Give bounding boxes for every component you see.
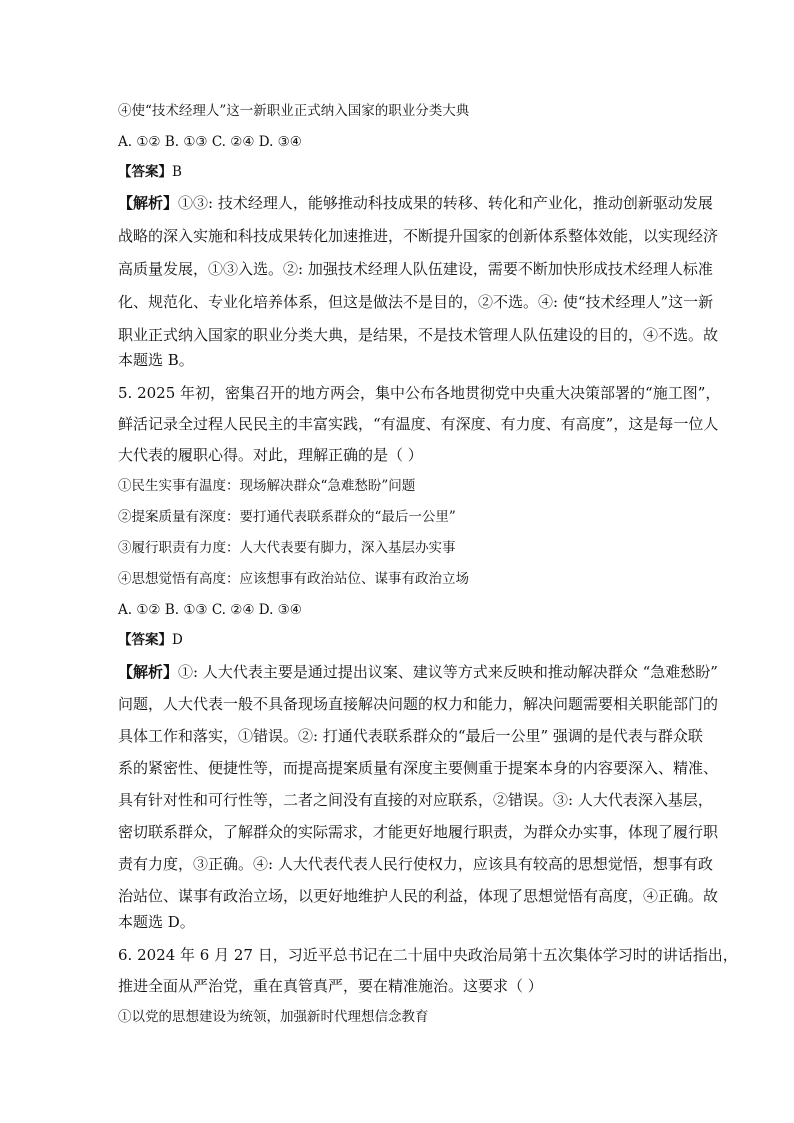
q5-choices: A. ①② B. ①③ C. ②④ D. ③④ (118, 602, 302, 618)
answer-mark: 【答案】 (118, 632, 172, 648)
prev-choices: A. ①② B. ①③ C. ②④ D. ③④ (118, 134, 302, 150)
prev-analysis-line: 本题选 B。 (118, 351, 194, 369)
q6-option: ①以党的思想建设为统领，加强新时代理想信念教育 (118, 1009, 429, 1025)
q5-analysis-line: 具有针对性和可行性等，二者之间没有直接的对应联系，②错误。③: 人大代表深入基层， (118, 791, 713, 809)
prev-analysis-line: 职业正式纳入国家的职业分类大典，是结果，不是技术管理人队伍建设的目的，④不选。故 (118, 326, 719, 344)
answer-value: D (172, 632, 183, 648)
prev-analysis-line: 战略的深入实施和科技成果转化加速推进，不断提升国家的创新体系整体效能，以实现经济 (118, 227, 719, 245)
q5-analysis-line: 密切联系群众，了解群众的实际需求，才能更好地履行职责，为群众办实事，体现了履行职 (118, 823, 719, 841)
q5-stem-line: 鲜活记录全过程人民民主的丰富实践，“有温度、有深度、有力度、有高度”，这是每一位人 (118, 415, 719, 433)
answer-value: B (172, 164, 182, 180)
q5-option: ①民生实事有温度：现场解决群众“急难愁盼”问题 (118, 478, 416, 494)
q5-stem-line: 大代表的履职心得。对此，理解正确的是（ ） (118, 446, 423, 464)
answer-mark: 【答案】 (118, 164, 172, 180)
q5-stem-line: 5. 2025 年初，密集召开的地方两会，集中公布各地贯彻党中央重大决策部署的“施工图”， (118, 384, 721, 402)
prev-option-4: ④使“技术经理人”这一新职业正式纳入国家的职业分类大典 (118, 103, 470, 119)
q5-analysis-line: 责有力度，③正确。④: 人大代表代表人民行使权力，应该具有较高的思想觉悟，想事有政 (118, 855, 713, 873)
prev-answer (118, 166, 182, 180)
q5-analysis-line: 具体工作和落实，①错误。②: 打通代表联系群众的“最后一公里” 强调的是代表与群众联 (118, 727, 703, 745)
q5-analysis-line: 问题，人大代表一般不具备现场直接解决问题的权力和能力，解决问题需要相关职能部门的 (118, 695, 719, 713)
q6-stem-line: 推进全面从严治党，重在真管真严，要在精准施治。这要求（ ） (118, 977, 543, 995)
q5-analysis-line: 治站位、谋事有政治立场，以更好地维护人民的利益，体现了思想觉悟有高度，④正确。故 (118, 887, 719, 905)
q5-answer (118, 634, 183, 648)
q5-analysis-line: 【解析】①: 人大代表主要是通过提出议案、建议等方式来反映和推动解决群众 “急难愁盼” (118, 663, 718, 681)
prev-analysis-line: 化、规范化、专业化培养体系，但这是做法不是目的，②不选。④: 使“技术经理人”这一新 (118, 293, 714, 311)
q6-stem-line: 6. 2024 年 6 月 27 日，习近平总书记在二十届中央政治局第十五次集体学习时的讲话指出， (118, 946, 738, 964)
q5-option: ④思想觉悟有高度：应该想事有政治站位、谋事有政治立场 (118, 571, 469, 587)
prev-analysis-line: 【解析】①③: 技术经理人，能够推动科技成果的转移、转化和产业化，推动创新驱动发展 (118, 194, 713, 212)
q5-option: ②提案质量有深度：要打通代表联系群众的“最后一公里” (118, 509, 456, 525)
q5-analysis-line: 系的紧密性、便捷性等，而提高提案质量有深度主要侧重于提案本身的内容要深入、精准、 (118, 759, 719, 777)
prev-analysis-line: 高质量发展，①③入选。②: 加强技术经理人队伍建设，需要不断加快形成技术经理人标准 (118, 260, 713, 278)
q5-analysis-line: 本题选 D。 (118, 913, 195, 931)
analysis-mark: 【解析】 (118, 194, 179, 212)
analysis-mark: 【解析】 (118, 663, 179, 681)
q5-option: ③履行职责有力度：人大代表要有脚力，深入基层办实事 (118, 540, 456, 556)
